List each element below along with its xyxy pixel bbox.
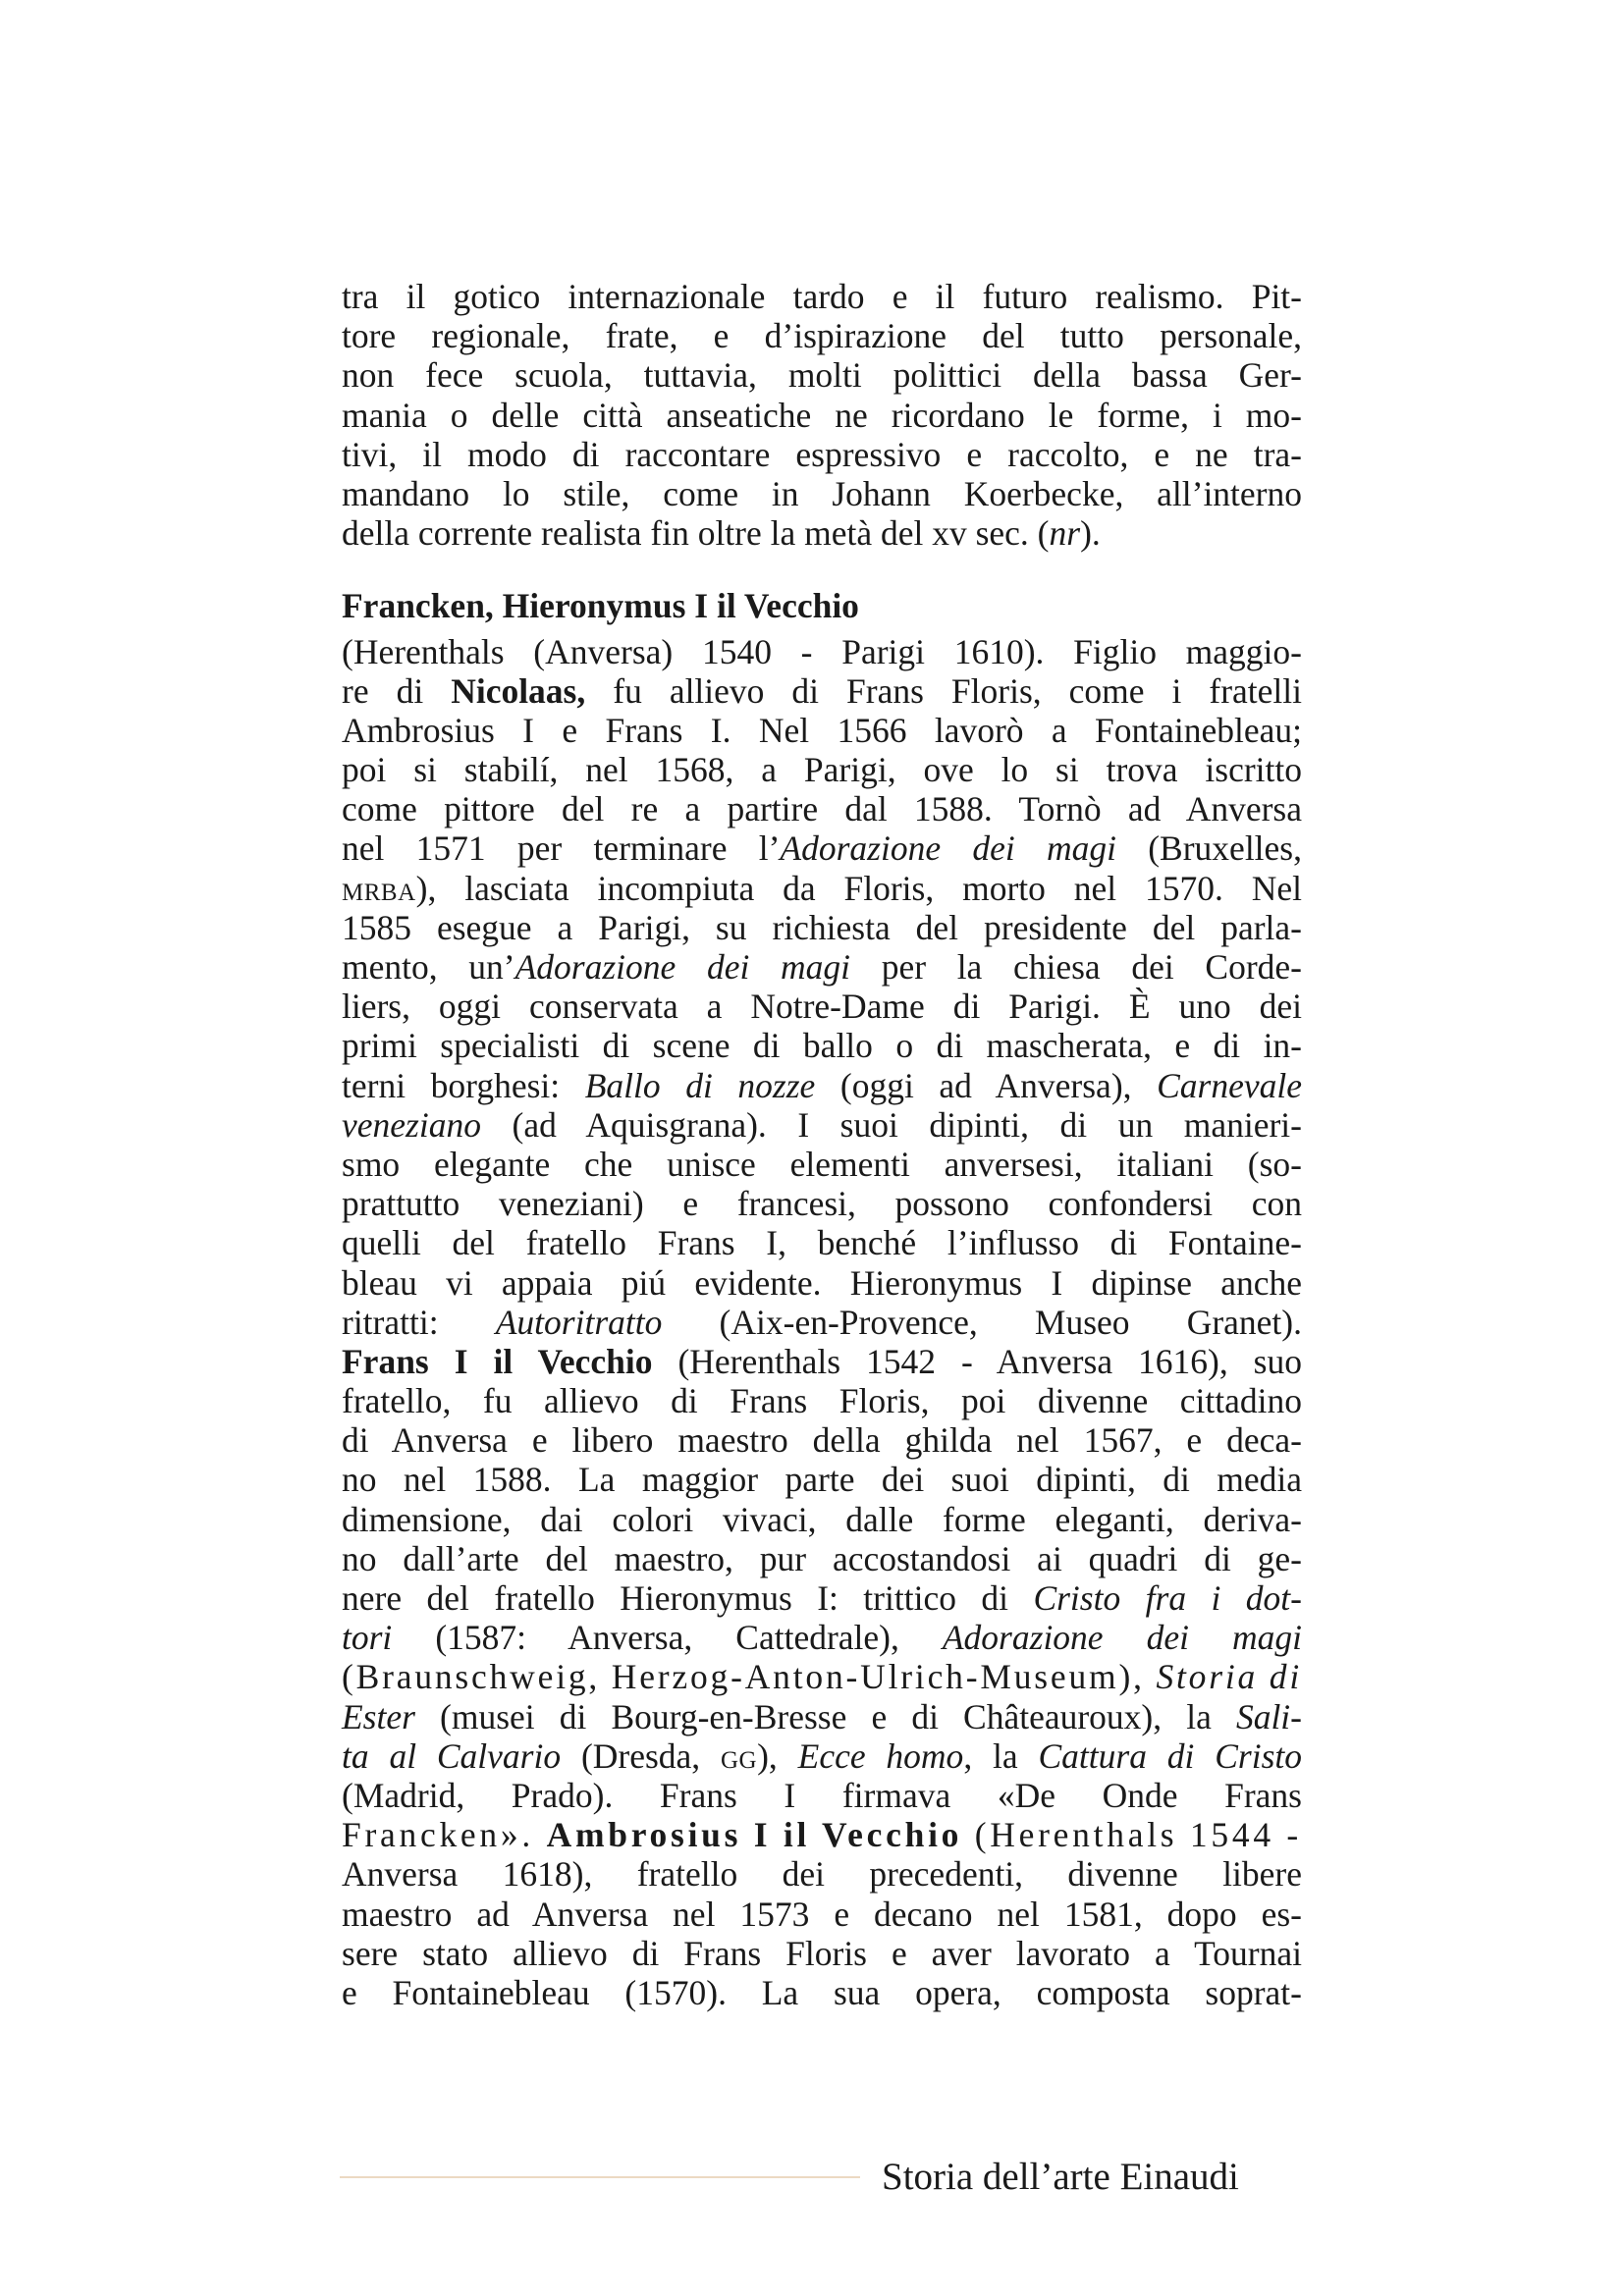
text-span: ). [1080, 513, 1101, 554]
text-line [342, 1263, 1302, 1303]
subentry-name: Frans I il Vecchio [342, 1341, 653, 1381]
text-span: dimensione, dai colori vivaci, dalle forme eleganti, deriva- [342, 1499, 1302, 1539]
text-line [342, 316, 1302, 355]
text-span: fratello, fu allievo di Frans Floris, poi divenne cittadino [342, 1381, 1302, 1421]
text-line [342, 711, 1302, 750]
text-span: tori (1587: Anversa, Cattedrale), Adorazione dei magi [342, 1618, 1302, 1658]
text-line [342, 1776, 1302, 1815]
text-line [342, 1539, 1302, 1578]
museum-abbreviation: mrba [342, 868, 416, 908]
text-span: mento, un’Adorazione dei magi per la chiesa dei Corde- [342, 947, 1302, 987]
artwork-title: Cristo fra i dot- [1033, 1578, 1302, 1618]
text-line [342, 435, 1302, 474]
text-line [342, 987, 1302, 1026]
text-line [342, 1026, 1302, 1065]
text-line [342, 1697, 1302, 1736]
text-line [342, 355, 1302, 395]
text-line [342, 1895, 1302, 1934]
text-line [342, 1223, 1302, 1262]
text-line [342, 1420, 1302, 1460]
text-span: non fece scuola, tuttavia, molti polittici della bassa Ger- [342, 355, 1302, 396]
text-span: tivi, il modo di raccontare espressivo e raccolto, e ne tra- [342, 434, 1302, 474]
text-line [342, 789, 1302, 828]
text-span: mandano lo stile, come in Johann Koerbecke, all’interno [342, 473, 1302, 513]
text-span: primi specialisti di scene di ballo o di mascherata, e di in- [342, 1026, 1302, 1066]
artwork-title: Adorazione dei magi [942, 1618, 1302, 1658]
artwork-title: Adorazione dei magi [780, 828, 1116, 869]
text-line [342, 1500, 1302, 1539]
text-span: Francken». Ambrosius I il Vecchio (Herenthals 1544 - [342, 1815, 1302, 1855]
text-line [342, 869, 1302, 908]
text-span: (Herenthals (Anversa) 1540 - Parigi 1610). Figlio maggio- [342, 631, 1302, 671]
text-span: re di Nicolaas, fu allievo di Frans Floris, come i fratelli [342, 670, 1302, 711]
text-span: terni borghesi: Ballo di nozze (oggi ad Anversa), Carnevale [342, 1065, 1302, 1105]
text-span: no dall’arte del maestro, pur accostandosi ai quadri di ge- [342, 1538, 1302, 1578]
text-span: Ambrosius I e Frans I. Nel 1566 lavorò a Fontainebleau; [342, 710, 1302, 750]
text-line [342, 1815, 1302, 1854]
text-line [342, 1460, 1302, 1499]
artwork-title: Cattura di Cristo [1038, 1735, 1302, 1776]
text-span: Ester (musei di Bourg-en-Bresse e di Châteauroux), la Sali- [342, 1696, 1302, 1736]
author-initials: nr [1049, 513, 1081, 554]
text-span: e Fontainebleau (1570). La sua opera, composta soprat- [342, 1972, 1302, 2012]
text-span: smo elegante che unisce elementi anversesi, italiani (so- [342, 1144, 1302, 1184]
text-line [342, 947, 1302, 987]
text-line [342, 1578, 1302, 1618]
text-span: bleau vi appaia piú evidente. Hieronymus I dipinse anche [342, 1262, 1302, 1303]
text-line [342, 1303, 1302, 1342]
text-span: mania o delle città anseatiche ne ricordano le forme, i mo- [342, 395, 1302, 435]
artwork-title: Sali- [1235, 1696, 1302, 1736]
text-span: ritratti: Autoritratto (Aix-en-Provence, Museo Granet). [342, 1302, 1302, 1342]
text-line [342, 671, 1302, 711]
text-span: no nel 1588. La maggior parte dei suoi dipinti, di media [342, 1460, 1302, 1500]
text-line [342, 474, 1302, 513]
artwork-title: tori [342, 1618, 393, 1658]
text-span: prattutto veneziani) e francesi, possono confondersi con [342, 1184, 1302, 1224]
text-span: Anversa 1618), fratello dei precedenti, divenne libere [342, 1854, 1302, 1895]
text-line [342, 908, 1302, 947]
text-span: nere del fratello Hieronymus I: trittico di Cristo fra i dot- [342, 1578, 1302, 1618]
artwork-title: veneziano [342, 1104, 481, 1145]
text-span: tore regionale, frate, e d’ispirazione del tutto personale, [342, 316, 1302, 356]
footer-rule [340, 2176, 860, 2178]
footer-title: Storia dell’arte Einaudi [882, 2156, 1239, 2198]
text-span: mrba), lasciata incompiuta da Floris, morto nel 1570. Nel [342, 868, 1302, 908]
text-line [342, 1973, 1302, 2012]
artwork-title: Autoritratto [495, 1302, 663, 1342]
text-line [342, 632, 1302, 671]
artwork-title: Carnevale [1157, 1065, 1302, 1105]
text-span: Frans I il Vecchio (Herenthals 1542 - Anversa 1616), suo [342, 1341, 1302, 1381]
text-line [342, 513, 1302, 553]
text-span: come pittore del re a partire dal 1588. Tornò ad Anversa [342, 789, 1302, 829]
artwork-title: Ecce homo [797, 1735, 964, 1776]
text-line [342, 396, 1302, 435]
text-span: liers, oggi conservata a Notre-Dame di Parigi. È uno dei [342, 987, 1302, 1027]
text-line [342, 1145, 1302, 1184]
artwork-title: Ester [342, 1696, 415, 1736]
text-span: (Braunschweig, Herzog-Anton-Ulrich-Museum), Storia di [342, 1657, 1303, 1697]
text-line [342, 1736, 1302, 1776]
text-span: della corrente realista fin oltre la metà del xv sec. ( [342, 513, 1050, 554]
text-line [342, 1105, 1302, 1145]
entry-heading: Francken, Hieronymus I il Vecchio [342, 586, 859, 626]
text-span: sere stato allievo di Frans Floris e aver lavorato a Tournai [342, 1933, 1302, 1973]
entry-paragraph [342, 632, 1302, 2013]
artwork-title: Ballo di nozze [584, 1065, 816, 1105]
subentry-name: Ambrosius I il Vecchio [546, 1815, 963, 1855]
artwork-title: Storia di [1156, 1657, 1303, 1697]
cross-reference: Nicolaas, [451, 670, 586, 711]
text-span: nel 1571 per terminare l’Adorazione dei magi (Bruxelles, [342, 828, 1302, 869]
text-line [342, 1184, 1302, 1223]
artwork-title: ta al Calvario [342, 1735, 562, 1776]
text-span: quelli del fratello Frans I, benché l’influsso di Fontaine- [342, 1223, 1302, 1263]
text-span: ta al Calvario (Dresda, gg), Ecce homo, la Cattura di Cristo [342, 1735, 1302, 1776]
text-span: maestro ad Anversa nel 1573 e decano nel 1581, dopo es- [342, 1894, 1302, 1934]
text-span: tra il gotico internazionale tardo e il futuro realismo. Pit- [342, 277, 1302, 316]
museum-abbreviation: gg [721, 1735, 758, 1776]
text-span: poi si stabilí, nel 1568, a Parigi, ove lo si trova iscritto [342, 750, 1302, 790]
artwork-title: Adorazione dei magi [514, 947, 851, 987]
text-line [342, 1934, 1302, 1973]
text-span: veneziano (ad Aquisgrana). I suoi dipinti, di un manieri- [342, 1104, 1302, 1145]
text-line [342, 828, 1302, 868]
text-line [342, 1381, 1302, 1420]
text-span: (Madrid, Prado). Frans I firmava «De Onde Frans [342, 1775, 1302, 1815]
text-line [342, 1618, 1302, 1657]
text-span: 1585 esegue a Parigi, su richiesta del presidente del parla- [342, 907, 1302, 947]
text-line [342, 750, 1302, 789]
text-line [342, 1657, 1302, 1696]
text-span: di Anversa e libero maestro della ghilda nel 1567, e deca- [342, 1420, 1302, 1461]
text-line [342, 1066, 1302, 1105]
text-line [342, 1854, 1302, 1894]
intro-paragraph [342, 277, 1302, 553]
body-text [342, 277, 1302, 2012]
text-line [342, 277, 1302, 316]
text-line [342, 1342, 1302, 1381]
